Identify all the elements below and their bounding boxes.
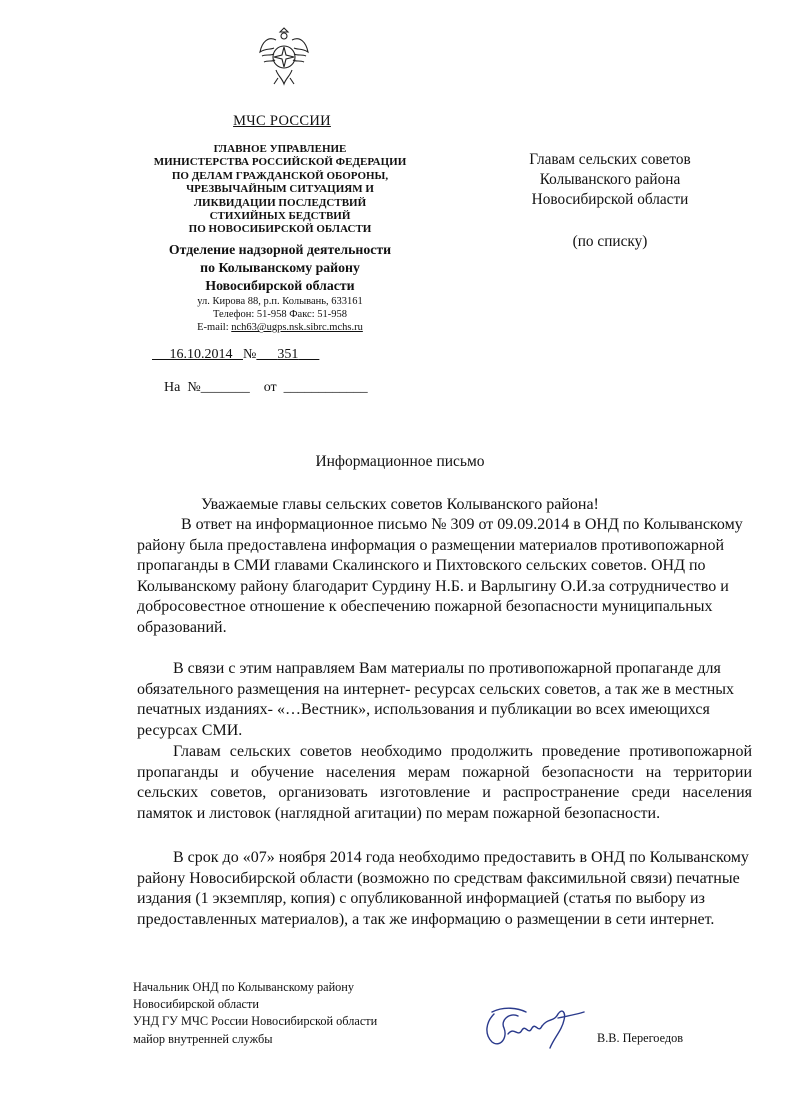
phone: Телефон: 51-958 Факс: 51-958	[212, 309, 348, 321]
email-link[interactable]: nch63@ugps.nsk.sibrc.mchs.ru	[231, 322, 363, 334]
paragraph-3: Главам сельских советов необходимо продолжить проведение противопожарной пропаганды и обучение населения мерам пожарной безопасности на территории сельских советов, организовать изготовление и распространение среди населения памяток и листовок (наглядной агитации) по мерам пожарной безопасности.	[137, 743, 752, 822]
reply-line: На №_______ от ____________	[164, 380, 368, 395]
organization-name: ГЛАВНОЕ УПРАВЛЕНИЕ МИНИСТЕРСТВА РОССИЙСКОЙ ФЕДЕРАЦИИ ПО ДЕЛАМ ГРАЖДАНСКОЙ ОБОРОНЫ, ЧРЕЗВЫЧАЙНЫМ СИТУАЦИЯМ И ЛИКВИДАЦИИ ПОСЛЕДСТВИЙ СТИХИЙНЫХ БЕДСТВИЙ ПО НОВОСИБИРСКОЙ ОБЛАСТИ	[153, 143, 407, 236]
email-line: E-mail: nch63@ugps.nsk.sibrc.mchs.ru	[197, 322, 363, 334]
eagle-emblem-icon	[258, 26, 310, 88]
department-name: Отделение надзорной деятельности по Колыванскому району Новосибирской области	[168, 242, 392, 293]
paragraph-1: В ответ на информационное письмо № 309 от 09.09.2014 в ОНД по Колыванскому району была предоставлена информация о размещении материалов противопожарной пропаганды в СМИ главами Скалинского и Пихтовского сельских советов. ОНД по Колыванскому району благодарит Сурдину Н.Б. и Варлыгину О.И.за сотрудничество и добросовестное отношение к обеспечению пожарной безопасности муниципальных образований.	[137, 516, 743, 636]
signatory-position: Начальник ОНД по Колыванскому району Новосибирской области УНД ГУ МЧС России Новосибирской области майор внутренней службы	[133, 980, 378, 1046]
greeting: Уважаемые главы сельских советов Колыванского района!	[201, 496, 599, 513]
document-number: 351	[277, 347, 299, 362]
addressee-note: (по списку)	[572, 233, 648, 250]
registration-line: 16.10.2014 № 351	[169, 347, 299, 362]
signatory-name: В.В. Перегоедов	[597, 1031, 684, 1045]
addressee-block: Главам сельских советов Колыванского района Новосибирской области	[529, 151, 691, 208]
ministry-name: МЧС РОССИИ	[233, 113, 331, 129]
paragraph-2: В связи с этим направляем Вам материалы по противопожарной пропаганде для обязательного размещения на интернет- ресурсах сельских советов, а так же в местных печатных изданиях- «…Вестник», использования и публикации во всех имеющихся ресурсах СМИ.	[137, 660, 735, 739]
contact-info	[130, 295, 430, 335]
address: ул. Кирова 88, р.п. Колывань, 633161	[197, 296, 363, 307]
paragraph-4: В срок до «07» ноября 2014 года необходимо предоставить в ОНД по Колыванскому району Новосибирской области (возможно по средствам факсимильной связи) печатные издания (1 экземпляр, копия) с опубликованной информацией (статья по выбору из предоставленных материалов), а так же информацию о размещении в сети интернет.	[137, 849, 749, 928]
letter-title: Информационное письмо	[315, 453, 485, 470]
document-date: 16.10.2014	[169, 347, 233, 362]
handwritten-signature-icon	[474, 998, 586, 1052]
